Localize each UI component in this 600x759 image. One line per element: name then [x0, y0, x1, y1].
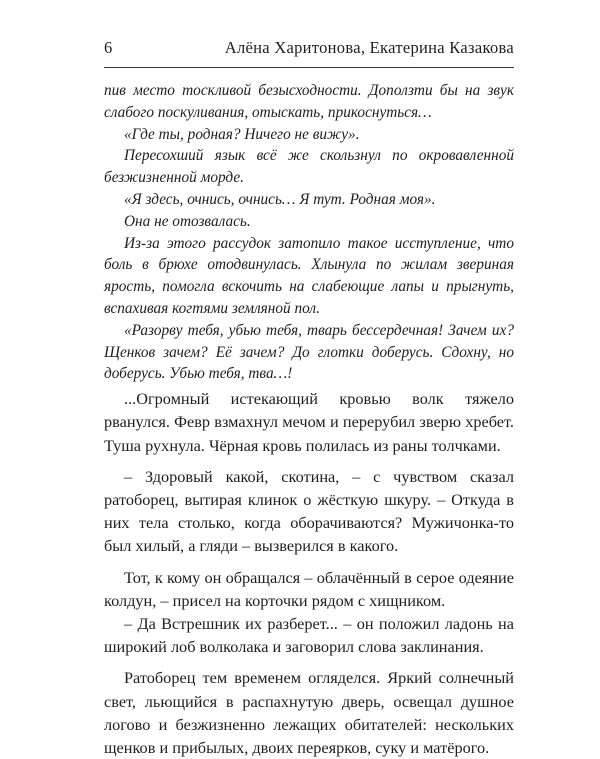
text-paragraph: – Здоровый какой, скотина, – с чувством сказал ратоборец, вытирая клинок о жёсткую шкуру. – Откуда в них тела столько, когда оборачиваются? Мужичонка-то был хилый, а гляди – вызверился в какого.	[104, 466, 514, 556]
roman-passage	[104, 387, 514, 759]
text-paragraph: Тот, к кому он обращался – облачённый в серое одеяние колдун, – присел на корточки рядом с хищником.	[104, 567, 514, 610]
page-body	[104, 80, 514, 759]
italic-paragraph: «Я здесь, очнись, очнись… Я тут. Родная моя».	[124, 190, 436, 208]
italic-passage	[104, 80, 514, 385]
italic-paragraph: пив место тоскливой безысходности. Доползти бы на звук слабого поскуливания, отыскать, прикоснуться…	[104, 82, 514, 121]
text-paragraph: Ратоборец тем временем огляделся. Яркий солнечный свет, льющийся в распахнутую дверь, освещал душное логово и безжизненно лежащих обитателей: нескольких щенков и прибылых, двоих переярков, суку и матёрого.	[104, 668, 514, 757]
running-header	[104, 38, 514, 68]
italic-paragraph: «Разорву тебя, убью тебя, тварь бессердечная! Зачем их? Щенков зачем? Её зачем? До глотки доберусь. Сдохну, но доберусь. Убью тебя, тва…!	[104, 321, 514, 383]
page-number: 6	[104, 38, 113, 57]
running-title: Алёна Харитонова, Екатерина Казакова	[224, 38, 514, 57]
text-paragraph: ...Огромный истекающий кровью волк тяжело рванулся. Февр взмахнул мечом и перерубил зверю хребет. Туша рухнула. Чёрная кровь полилась из раны толчками.	[104, 389, 514, 455]
italic-paragraph: Она не отозвалась.	[124, 212, 251, 230]
italic-paragraph: Из-за этого рассудок затопило такое исступление, что боль в брюхе отодвинулась. Хлынула по жилам звериная ярость, помогла вскочить на слабеющие лапы и прыгнуть, вспахивая когтями земляной пол.	[104, 234, 514, 317]
text-paragraph: – Да Встрешник их разберет... – он положил ладонь на широкий лоб волколака и заговорил слова заклинания.	[104, 613, 514, 657]
italic-paragraph: Пересохший язык всё же скользнул по окровавленной безжизненной морде.	[104, 147, 514, 187]
italic-paragraph: «Где ты, родная? Ничего не вижу».	[124, 125, 360, 143]
